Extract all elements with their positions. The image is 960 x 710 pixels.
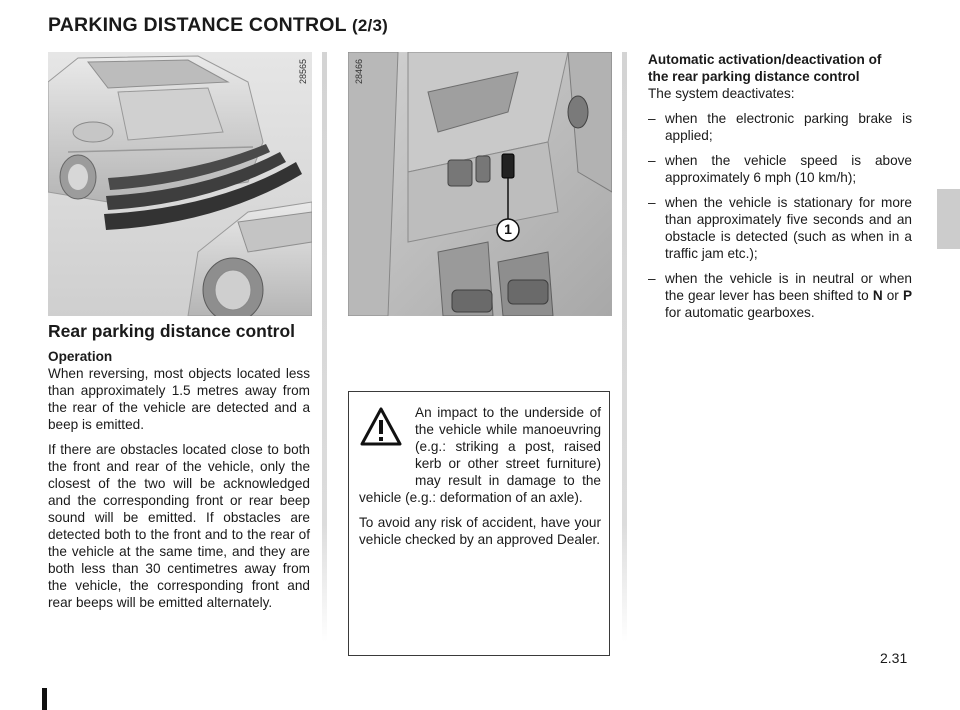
operation-subheading: Operation [48, 349, 113, 364]
figure-left-ref: 28565 [298, 58, 308, 84]
page-title: PARKING DISTANCE CONTROL (2/3) [48, 14, 388, 36]
car-rear-sensor-waves-illustration [48, 52, 312, 316]
operation-paragraph-2: If there are obstacles located close to both the front and rear of the vehicle, only the closest of the two will be acknowledged and the corresponding front or rear beep sound will be emitted. If obstacles are detected both to the front and to the rear of the vehicle at the same time, and they are both less than 30 centimetres away from the vehicle, the corresponding front and rear beeps will be emitted alternately. [48, 442, 310, 610]
auto-deactivation-text [648, 51, 912, 329]
callout-1: 1 [504, 221, 512, 237]
list-item: – when the vehicle speed is above approximately 6 mph (10 km/h); [648, 152, 912, 186]
column-divider-right [622, 52, 627, 642]
chapter-tab [937, 189, 960, 249]
dashboard-switch-panel-illustration [348, 52, 612, 316]
operation-text [48, 348, 310, 619]
warning-box [348, 391, 610, 656]
warning-paragraph-1: An impact to the underside of the vehicle while manoeuvring (e.g.: striking a post, raised kerb or other street furniture) may result in damage to the vehicle (e.g.: deformation of an axle). [359, 405, 601, 505]
warning-text [359, 404, 601, 556]
rear-sensor-figure [48, 52, 312, 316]
list-item: – when the electronic parking brake is applied; [648, 110, 912, 144]
crop-mark [42, 688, 47, 710]
auto-intro: The system deactivates: [648, 86, 795, 101]
figure-right-ref: 28466 [354, 58, 364, 84]
list-item: – when the vehicle is stationary for more than approximately five seconds and an obstacle is detected (such as when in a traffic jam etc.); [648, 194, 912, 262]
page-part: (2/3) [352, 16, 388, 35]
list-item: – when the vehicle is in neutral or when the gear lever has been shifted to N or P for automatic gearboxes. [648, 270, 912, 321]
deactivation-list [648, 110, 912, 321]
dashboard-figure [348, 52, 612, 316]
operation-paragraph-1: Operation When reversing, most objects located less than approximately 1.5 metres away from the rear of the vehicle are detected and a beep is emitted. [48, 349, 310, 432]
warning-paragraph-2: To avoid any risk of accident, have your vehicle checked by an approved Dealer. [359, 515, 601, 547]
auto-heading: Automatic activation/deactivation of the rear parking distance control [648, 52, 882, 84]
column-divider-left [322, 52, 327, 642]
section-heading: Rear parking distance control [48, 321, 296, 341]
page-number: 2.31 [880, 650, 908, 666]
